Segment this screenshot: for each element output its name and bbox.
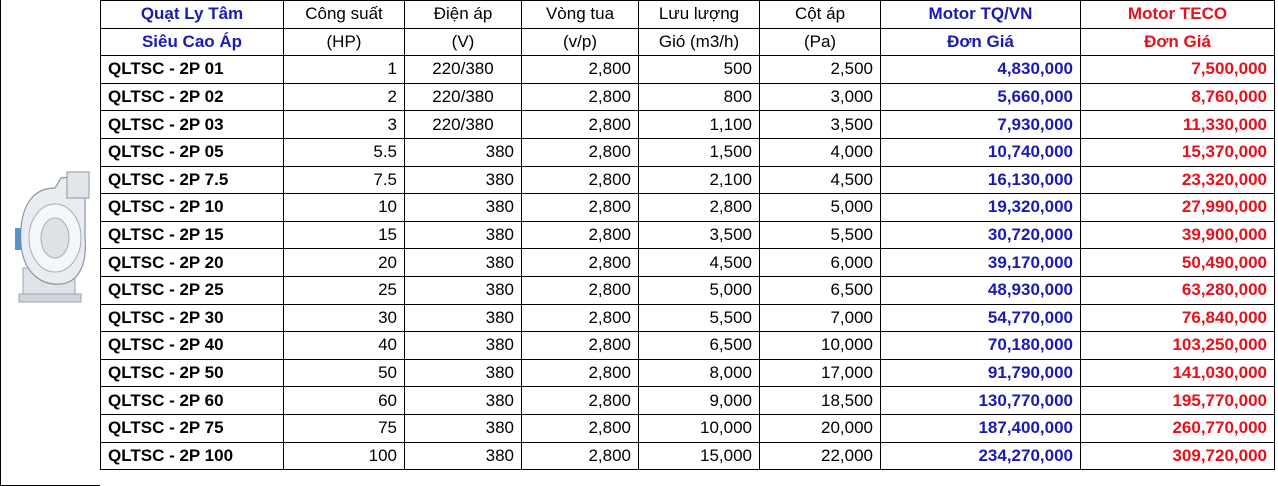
price-tq-cell: 130,770,000 <box>881 387 1081 415</box>
power-cell: 30 <box>284 304 405 332</box>
speed-cell: 2,800 <box>522 332 639 360</box>
table-row <box>101 56 1275 84</box>
pressure-cell: 2,500 <box>760 56 881 84</box>
voltage-cell: 380 <box>405 276 522 304</box>
price-teco-cell: 27,990,000 <box>1081 194 1275 222</box>
price-teco-cell: 39,900,000 <box>1081 221 1275 249</box>
header-price-teco: Đơn Giá <box>1081 28 1275 56</box>
speed-cell: 2,800 <box>522 194 639 222</box>
airflow-cell: 1,500 <box>639 138 760 166</box>
model-cell: QLTSC - 2P 30 <box>101 304 284 332</box>
price-teco-cell: 260,770,000 <box>1081 414 1275 442</box>
airflow-cell: 6,500 <box>639 332 760 360</box>
table-row <box>101 387 1275 415</box>
price-tq-cell: 30,720,000 <box>881 221 1081 249</box>
table-row <box>101 221 1275 249</box>
header-power: Công suất <box>284 1 405 29</box>
model-cell: QLTSC - 2P 25 <box>101 276 284 304</box>
power-cell: 7.5 <box>284 166 405 194</box>
header-speed-unit: (v/p) <box>522 28 639 56</box>
price-teco-cell: 50,490,000 <box>1081 249 1275 277</box>
pressure-cell: 22,000 <box>760 442 881 470</box>
voltage-cell: 220/380 <box>405 56 522 84</box>
airflow-cell: 1,100 <box>639 111 760 139</box>
model-cell: QLTSC - 2P 01 <box>101 56 284 84</box>
model-cell: QLTSC - 2P 50 <box>101 359 284 387</box>
price-tq-cell: 19,320,000 <box>881 194 1081 222</box>
header-speed: Vòng tua <box>522 1 639 29</box>
power-cell: 25 <box>284 276 405 304</box>
table-row <box>101 249 1275 277</box>
price-tq-cell: 5,660,000 <box>881 83 1081 111</box>
speed-cell: 2,800 <box>522 221 639 249</box>
header-row-1 <box>101 1 1275 29</box>
price-table <box>100 0 1275 470</box>
power-cell: 50 <box>284 359 405 387</box>
price-tq-cell: 187,400,000 <box>881 414 1081 442</box>
header-power-unit: (HP) <box>284 28 405 56</box>
header-voltage: Điện áp <box>405 1 522 29</box>
voltage-cell: 380 <box>405 249 522 277</box>
pressure-cell: 6,000 <box>760 249 881 277</box>
price-tq-cell: 7,930,000 <box>881 111 1081 139</box>
price-teco-cell: 63,280,000 <box>1081 276 1275 304</box>
header-pressure-unit: (Pa) <box>760 28 881 56</box>
price-teco-cell: 11,330,000 <box>1081 111 1275 139</box>
speed-cell: 2,800 <box>522 414 639 442</box>
price-tq-cell: 234,270,000 <box>881 442 1081 470</box>
pressure-cell: 5,500 <box>760 221 881 249</box>
model-cell: QLTSC - 2P 05 <box>101 138 284 166</box>
pressure-cell: 4,000 <box>760 138 881 166</box>
price-teco-cell: 23,320,000 <box>1081 166 1275 194</box>
speed-cell: 2,800 <box>522 359 639 387</box>
model-cell: QLTSC - 2P 100 <box>101 442 284 470</box>
airflow-cell: 2,100 <box>639 166 760 194</box>
power-cell: 75 <box>284 414 405 442</box>
voltage-cell: 220/380 <box>405 111 522 139</box>
power-cell: 5.5 <box>284 138 405 166</box>
price-tq-cell: 70,180,000 <box>881 332 1081 360</box>
speed-cell: 2,800 <box>522 249 639 277</box>
table-row <box>101 194 1275 222</box>
voltage-cell: 220/380 <box>405 83 522 111</box>
table-row <box>101 83 1275 111</box>
voltage-cell: 380 <box>405 304 522 332</box>
airflow-cell: 500 <box>639 56 760 84</box>
voltage-cell: 380 <box>405 221 522 249</box>
header-price-tq: Đơn Giá <box>881 28 1081 56</box>
airflow-cell: 9,000 <box>639 387 760 415</box>
price-teco-cell: 309,720,000 <box>1081 442 1275 470</box>
voltage-cell: 380 <box>405 138 522 166</box>
price-teco-cell: 8,760,000 <box>1081 83 1275 111</box>
price-teco-cell: 195,770,000 <box>1081 387 1275 415</box>
header-product: Quạt Ly Tâm <box>101 1 284 29</box>
header-motor-teco: Motor TECO <box>1081 1 1275 29</box>
airflow-cell: 15,000 <box>639 442 760 470</box>
price-tq-cell: 10,740,000 <box>881 138 1081 166</box>
price-teco-cell: 141,030,000 <box>1081 359 1275 387</box>
voltage-cell: 380 <box>405 359 522 387</box>
table-row <box>101 276 1275 304</box>
pressure-cell: 4,500 <box>760 166 881 194</box>
model-cell: QLTSC - 2P 7.5 <box>101 166 284 194</box>
table-row <box>101 414 1275 442</box>
price-teco-cell: 76,840,000 <box>1081 304 1275 332</box>
pressure-cell: 18,500 <box>760 387 881 415</box>
speed-cell: 2,800 <box>522 166 639 194</box>
speed-cell: 2,800 <box>522 138 639 166</box>
voltage-cell: 380 <box>405 166 522 194</box>
pressure-cell: 3,000 <box>760 83 881 111</box>
price-teco-cell: 15,370,000 <box>1081 138 1275 166</box>
power-cell: 40 <box>284 332 405 360</box>
power-cell: 3 <box>284 111 405 139</box>
price-tq-cell: 39,170,000 <box>881 249 1081 277</box>
airflow-cell: 5,500 <box>639 304 760 332</box>
airflow-cell: 4,500 <box>639 249 760 277</box>
power-cell: 10 <box>284 194 405 222</box>
pressure-cell: 17,000 <box>760 359 881 387</box>
table-row <box>101 166 1275 194</box>
power-cell: 1 <box>284 56 405 84</box>
model-cell: QLTSC - 2P 02 <box>101 83 284 111</box>
model-cell: QLTSC - 2P 15 <box>101 221 284 249</box>
airflow-cell: 800 <box>639 83 760 111</box>
price-tq-cell: 48,930,000 <box>881 276 1081 304</box>
header-product-sub: Siêu Cao Áp <box>101 28 284 56</box>
power-cell: 15 <box>284 221 405 249</box>
pressure-cell: 7,000 <box>760 304 881 332</box>
product-image-panel <box>0 0 100 486</box>
header-motor-tq: Motor TQ/VN <box>881 1 1081 29</box>
model-cell: QLTSC - 2P 60 <box>101 387 284 415</box>
centrifugal-fan-icon <box>15 168 95 318</box>
header-pressure: Cột áp <box>760 1 881 29</box>
voltage-cell: 380 <box>405 414 522 442</box>
table-row <box>101 111 1275 139</box>
voltage-cell: 380 <box>405 194 522 222</box>
table-row <box>101 138 1275 166</box>
speed-cell: 2,800 <box>522 387 639 415</box>
airflow-cell: 5,000 <box>639 276 760 304</box>
speed-cell: 2,800 <box>522 111 639 139</box>
model-cell: QLTSC - 2P 03 <box>101 111 284 139</box>
table-row <box>101 359 1275 387</box>
price-tq-cell: 54,770,000 <box>881 304 1081 332</box>
price-tq-cell: 91,790,000 <box>881 359 1081 387</box>
price-teco-cell: 7,500,000 <box>1081 56 1275 84</box>
power-cell: 20 <box>284 249 405 277</box>
pressure-cell: 10,000 <box>760 332 881 360</box>
header-row-2 <box>101 28 1275 56</box>
voltage-cell: 380 <box>405 332 522 360</box>
airflow-cell: 10,000 <box>639 414 760 442</box>
airflow-cell: 8,000 <box>639 359 760 387</box>
power-cell: 100 <box>284 442 405 470</box>
model-cell: QLTSC - 2P 10 <box>101 194 284 222</box>
power-cell: 2 <box>284 83 405 111</box>
table-row <box>101 332 1275 360</box>
speed-cell: 2,800 <box>522 56 639 84</box>
model-cell: QLTSC - 2P 40 <box>101 332 284 360</box>
header-airflow: Lưu lượng <box>639 1 760 29</box>
table-row <box>101 442 1275 470</box>
price-tq-cell: 16,130,000 <box>881 166 1081 194</box>
pressure-cell: 6,500 <box>760 276 881 304</box>
pressure-cell: 3,500 <box>760 111 881 139</box>
speed-cell: 2,800 <box>522 83 639 111</box>
pressure-cell: 5,000 <box>760 194 881 222</box>
airflow-cell: 3,500 <box>639 221 760 249</box>
speed-cell: 2,800 <box>522 442 639 470</box>
model-cell: QLTSC - 2P 20 <box>101 249 284 277</box>
pressure-cell: 20,000 <box>760 414 881 442</box>
voltage-cell: 380 <box>405 387 522 415</box>
header-airflow-unit: Gió (m3/h) <box>639 28 760 56</box>
airflow-cell: 2,800 <box>639 194 760 222</box>
power-cell: 60 <box>284 387 405 415</box>
price-tq-cell: 4,830,000 <box>881 56 1081 84</box>
header-voltage-unit: (V) <box>405 28 522 56</box>
voltage-cell: 380 <box>405 442 522 470</box>
table-row <box>101 304 1275 332</box>
speed-cell: 2,800 <box>522 276 639 304</box>
model-cell: QLTSC - 2P 75 <box>101 414 284 442</box>
speed-cell: 2,800 <box>522 304 639 332</box>
price-teco-cell: 103,250,000 <box>1081 332 1275 360</box>
